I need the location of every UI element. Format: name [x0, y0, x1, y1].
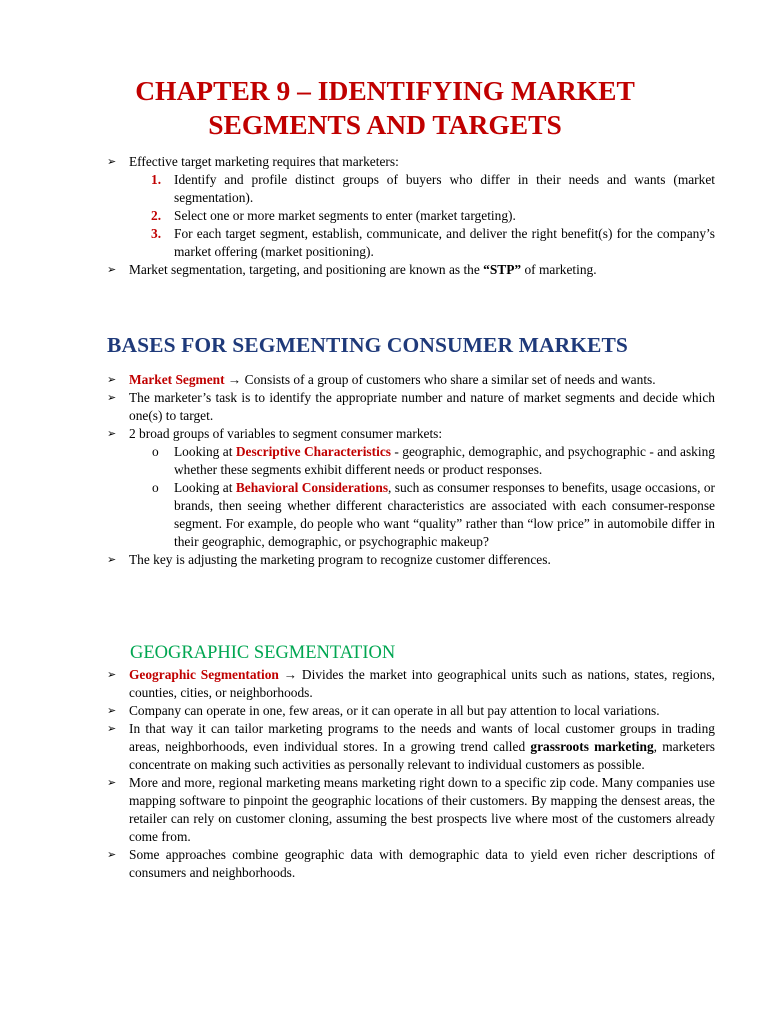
- circle-bullet-icon: o: [152, 444, 159, 459]
- arrow-bullet-icon: ➢: [107, 392, 117, 404]
- bullet-text: Company can operate in one, few areas, or it can operate in all but pay attention to local variations.: [129, 703, 660, 718]
- bullet-text: Some approaches combine geographic data with demographic data to yield even richer descriptions of consumers and neighborhoods.: [129, 847, 715, 880]
- term-descriptive-characteristics: Descriptive Characteristics: [235, 444, 391, 459]
- term-grassroots-marketing: grassroots marketing: [530, 739, 654, 754]
- section-heading-bases: BASES FOR SEGMENTING CONSUMER MARKETS: [107, 333, 628, 357]
- chapter-title-line-1: CHAPTER 9 – IDENTIFYING MARKET: [135, 75, 635, 106]
- sub-text-end: , such as consumer responses to benefits, usage occasions, or brands, then seeing whether different characteristics are associated with each consumer-response segment. For example, do people who want “quality” rather than “low price” in automobile differ in their geographic, demographic, or psychographic makeup?: [174, 480, 715, 549]
- numbered-item: [105, 171, 715, 207]
- arrow-bullet-icon: ➢: [107, 723, 117, 735]
- bullet-text: 2 broad groups of variables to segment consumer markets:: [129, 426, 443, 441]
- bullet-item: [105, 389, 715, 425]
- circle-bullet-icon: o: [152, 480, 159, 495]
- item-text: Identify and profile distinct groups of buyers who differ in their needs and wants (market segmentation).: [174, 172, 715, 205]
- bullet-item: [105, 774, 715, 846]
- item-number: 1.: [151, 172, 162, 187]
- bullet-item: [105, 425, 715, 443]
- sub-text-end: - geographic, demographic, and psychographic - and asking whether these segments exhibit different needs or product responses.: [174, 444, 715, 477]
- chapter-title-line-2: SEGMENTS AND TARGETS: [208, 109, 562, 140]
- bullet-item: [105, 371, 715, 389]
- sub-text: Looking at: [174, 480, 236, 495]
- bullet-item: [105, 702, 715, 720]
- bullet-item: [105, 666, 715, 702]
- sub-bullet-item: [105, 479, 715, 551]
- item-number: 3.: [151, 226, 162, 241]
- sub-text: Looking at: [174, 444, 236, 459]
- bullet-item: [105, 261, 715, 279]
- bases-section: [105, 371, 715, 569]
- bullet-text: Effective target marketing requires that marketers:: [129, 154, 399, 169]
- bullet-text: → Divides the market into geographical units such as nations, states, regions, counties, cities, or neighborhoods.: [129, 667, 716, 700]
- item-text: For each target segment, establish, communicate, and deliver the right benefit(s) for the company’s market offering (market positioning).: [174, 226, 715, 259]
- arrow-bullet-icon: ➢: [107, 554, 117, 566]
- chapter-title: [60, 74, 710, 142]
- intro-section: [105, 153, 715, 279]
- term-market-segment: Market Segment: [129, 372, 225, 387]
- arrow-bullet-icon: ➢: [107, 156, 117, 168]
- arrow-bullet-icon: ➢: [107, 705, 117, 717]
- bullet-text: Market segmentation, targeting, and positioning are known as the: [129, 262, 484, 277]
- arrow-bullet-icon: ➢: [107, 669, 117, 681]
- arrow-bullet-icon: ➢: [107, 374, 117, 386]
- stp-term: “STP”: [483, 262, 522, 277]
- bullet-text: In that way it can tailor marketing programs to the needs and wants of local customer groups in trading areas, neighborhoods, even individual stores. In a growing trend called: [129, 721, 715, 754]
- arrow-bullet-icon: ➢: [107, 428, 117, 440]
- bullet-text: The key is adjusting the marketing program to recognize customer differences.: [129, 552, 551, 567]
- bullet-text: The marketer’s task is to identify the appropriate number and nature of market segments and decide which one(s) to target.: [129, 390, 715, 423]
- arrow-bullet-icon: ➢: [107, 777, 117, 789]
- bullet-item: [105, 551, 715, 569]
- term-behavioral-considerations: Behavioral Considerations: [235, 480, 389, 495]
- numbered-item: [105, 225, 715, 261]
- bullet-text-end: of marketing.: [521, 262, 597, 277]
- arrow-bullet-icon: ➢: [107, 264, 117, 276]
- bullet-item: [105, 153, 715, 171]
- bullet-text: More and more, regional marketing means marketing right down to a specific zip code. Many companies use mapping software to pinpoint the geographic locations of their customers. By mapping the densest areas, the retailer can rely on customer cloning, assuming the best prospects live where most of the customers already come from.: [129, 775, 715, 844]
- numbered-item: [105, 207, 715, 225]
- bullet-text: → Consists of a group of customers who share a similar set of needs and wants.: [224, 372, 656, 387]
- bullet-text-end: , marketers concentrate on making such activities as personally relevant to individual customers as possible.: [129, 739, 716, 772]
- arrow-bullet-icon: ➢: [107, 849, 117, 861]
- item-number: 2.: [151, 208, 162, 223]
- geographic-section: [105, 666, 715, 882]
- sub-bullet-item: [105, 443, 715, 479]
- bullet-item: [105, 720, 715, 774]
- bullet-item: [105, 846, 715, 882]
- item-text: Select one or more market segments to enter (market targeting).: [174, 208, 516, 223]
- term-geographic-segmentation: Geographic Segmentation: [129, 667, 279, 682]
- section-heading-geographic: GEOGRAPHIC SEGMENTATION: [130, 643, 396, 663]
